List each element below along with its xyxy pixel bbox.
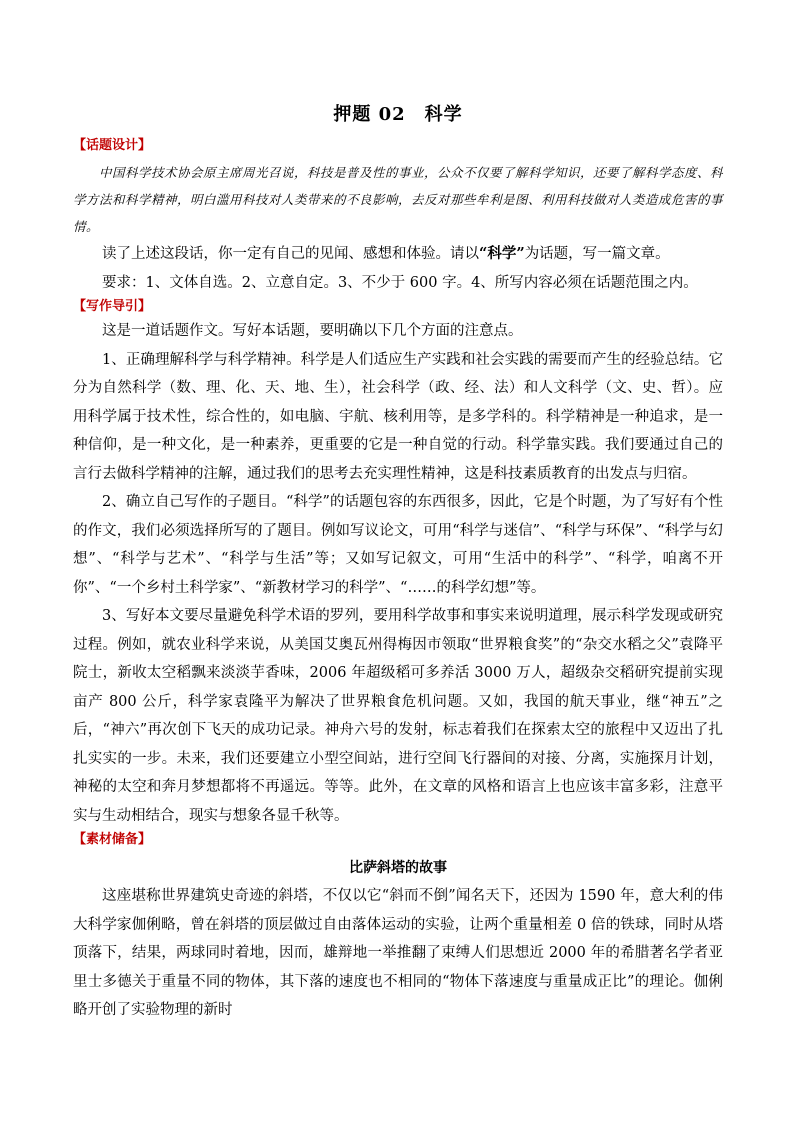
guide-paragraph: 这是一道话题作文。写好本话题，要明确以下几个方面的注意点。 — [102, 323, 523, 339]
guide-paragraph: 2、确立自己写作的子题目。“科学”的话题包容的东西很多，因此，它是个时题，为了写好有个性的作文，我们必须选择所写的了题目。例如写议论文，可用“科学与迷信”、“科学与环保”、“科学与幻想”、“科学与艺术”、“科学与生活”等；又如写记叙文，可用“生活中的科学”、“科学，咱离不开你”、“一个乡村土科学家”、“新教材学习的科学”、“……的科学幻想”等。 — [73, 494, 723, 596]
document-content — [73, 100, 723, 1025]
story-paragraph: 这座堪称世界建筑史奇迹的斜塔，不仅以它“斜而不倒”闻名天下，还因为 1590 年，意大利的伟大科学家伽俐略，曾在斜塔的顶层做过自由落体运动的实验，让两个重量相差 0 倍的铁球，同时从塔顶落下，结果，两球同时着地，因而，雄辩地一举推翻了束缚人们思想近 2000 年的希腊著名学者亚里士多德关于重量不同的物体，其下落的速度也不相同的“物体下落速度与重量成正比”的理论。伽俐略开创了实验物理的新时 — [73, 888, 723, 1018]
section-heading-topic-design: 【话题设计】 — [73, 138, 152, 153]
section-heading-materials: 【素材储备】 — [73, 832, 152, 847]
prompt-text-before: 读了上述这段话，你一定有自己的见闻、感想和体验。请以 — [102, 246, 479, 262]
section-heading-writing-guide: 【写作导引】 — [73, 299, 152, 314]
prompt-paragraph — [73, 240, 723, 269]
page-title: 押题 02 科学 — [333, 104, 463, 125]
topic-quote: 中国科学技术协会原主席周光召说，科技是普及性的事业，公众不仅要了解科学知识，还要了解科学态度、科学方法和科学精神，明白滥用科技对人类带来的不良影响，去反对那些牟利是图、利用科技做对人类造成危害的事情。 — [73, 165, 724, 234]
guide-paragraph: 3、写好本文要尽量避免科学术语的罗列，要用科学故事和事实来说明道理，展示科学发现或研究过程。例如，就农业科学来说，从美国艾奥瓦州得梅因市领取“世界粮食奖”的“杂交水稻之父”袁降平院士，新收太空稻飘来淡淡芋香味，2006 年超级稻可多养活 3000 万人，超级杂交稻研究提前实现亩产 800 公斤，科学家袁隆平为解决了世界粮食危机问题。又如，我国的航天事业，继“神五”之后，“神六”再次创下飞天的成功记录。神舟六号的发射，标志着我们在探索太空的旅程中又迈出了扎扎实实的一步。未来，我们还要建立小型空间站，进行空间飞行器间的对接、分离，实施探月计划，神秘的太空和奔月梦想都将不再遥远。等等。此外，在文章的风格和语言上也应该丰富多彩，注意平实与生动相结合，现实与想象各显千秋等。 — [73, 608, 723, 824]
guide-paragraph: 1、正确理解科学与科学精神。科学是人们适应生产实践和社会实践的需要而产生的经验总结。它分为自然科学（数、理、化、天、地、生），社会科学（政、经、法）和人文科学（文、史、哲）。应用科学属于技术性，综合性的，如电脑、宇航、核利用等，是多学科的。科学精神是一种追求，是一种信仰，是一种文化，是一种素养，更重要的它是一种自觉的行动。科学靠实践。我们要通过自己的言行去做科学精神的注解，通过我们的思考去充实理性精神，这是科技素质教育的出发点与归宿。 — [73, 351, 723, 482]
prompt-keyword: “科学” — [479, 245, 525, 262]
prompt-text-after: 为话题，写一篇文章。 — [524, 246, 670, 262]
requirements-paragraph: 要求：1、文体自选。2、立意自定。3、不少于 600 字。4、所写内容必须在话题范围之内。 — [102, 274, 698, 291]
story-title: 比萨斜塔的故事 — [349, 860, 447, 876]
